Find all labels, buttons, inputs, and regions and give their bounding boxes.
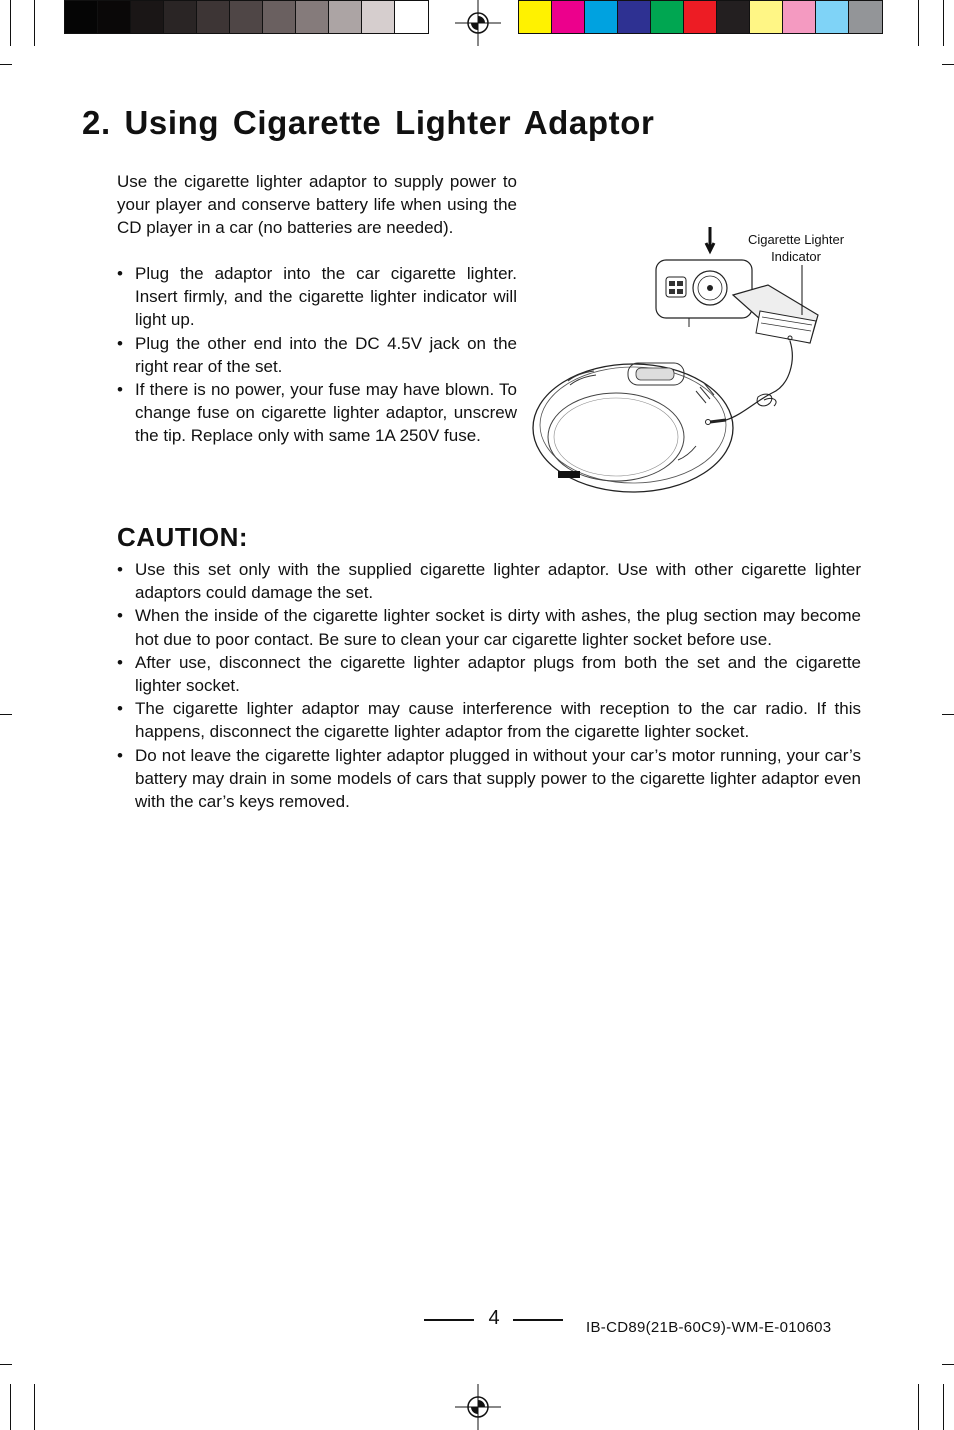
list-item: • When the inside of the cigarette lighter socket is dirty with ashes, the plug section may become hot due to poor contact. Be sure to clean your car cigarette lighter socket before use.: [117, 604, 861, 650]
crop-mark: [10, 1384, 11, 1430]
list-item: • The cigarette lighter adaptor may cause interference with reception to the car radio. If this happens, disconnect the cigarette lighter adaptor from the cigarette lighter socket.: [117, 697, 861, 743]
page-number: 4: [488, 1307, 500, 1329]
color-swatch: [197, 1, 230, 33]
color-swatch: [750, 1, 783, 33]
color-swatch: [131, 1, 164, 33]
adaptor-illustration: [528, 215, 858, 500]
caution-heading: CAUTION:: [117, 522, 249, 552]
color-swatch: [585, 1, 618, 33]
color-swatch: [717, 1, 750, 33]
color-swatch: [362, 1, 395, 33]
color-swatch: [816, 1, 849, 33]
list-item: • If there is no power, your fuse may have blown. To change fuse on cigarette lighter adaptor, unscrew the tip. Replace only with same 1A 250V fuse.: [117, 378, 517, 448]
color-calibration-bar: [518, 0, 883, 34]
color-swatch: [230, 1, 263, 33]
crop-mark: [918, 1384, 919, 1430]
footer-rule-right: [513, 1319, 563, 1321]
label-line: Cigarette Lighter: [747, 232, 845, 247]
crop-mark: [0, 64, 12, 65]
section-title: 2. Using Cigarette Lighter Adaptor: [82, 104, 655, 141]
crop-mark: [0, 1364, 12, 1365]
crop-mark: [942, 1364, 954, 1365]
footer-rule-left: [424, 1319, 474, 1321]
color-swatch: [651, 1, 684, 33]
grayscale-calibration-bar: [64, 0, 429, 34]
color-swatch: [164, 1, 197, 33]
color-swatch: [618, 1, 651, 33]
list-item: • Plug the adaptor into the car cigarette lighter. Insert firmly, and the cigarette lighter indicator will light up.: [117, 262, 517, 332]
intro-paragraph: Use the cigarette lighter adaptor to supply power to your player and conserve battery life when using the CD player in a car (no batteries are needed).: [117, 172, 517, 238]
crop-mark: [34, 0, 35, 46]
color-swatch: [65, 1, 98, 33]
color-swatch: [395, 1, 428, 33]
crop-mark: [918, 0, 919, 46]
crop-mark: [943, 1384, 944, 1430]
crop-mark: [34, 1384, 35, 1430]
color-swatch: [263, 1, 296, 33]
list-item: • Do not leave the cigarette lighter adaptor plugged in without your car’s motor running, your car’s battery may drain in some models of cars that supply power to the cigarette lighter adaptor even with the car’s keys removed.: [117, 744, 861, 814]
caution-list: [117, 558, 861, 813]
color-swatch: [329, 1, 362, 33]
label-line: Indicator: [771, 249, 821, 264]
document-code: IB-CD89(21B-60C9)-WM-E-010603: [586, 1319, 832, 1336]
color-swatch: [684, 1, 717, 33]
color-swatch: [849, 1, 882, 33]
list-item: • Plug the other end into the DC 4.5V jack on the right rear of the set.: [117, 332, 517, 378]
crop-mark: [942, 64, 954, 65]
cigarette-lighter-indicator-label: [736, 231, 856, 265]
crop-mark: [0, 714, 12, 715]
crop-mark: [943, 0, 944, 46]
instruction-list: [117, 262, 517, 448]
color-swatch: [783, 1, 816, 33]
crop-mark: [10, 0, 11, 46]
list-item: • After use, disconnect the cigarette lighter adaptor plugs from both the set and the cigarette lighter socket.: [117, 651, 861, 697]
registration-mark-icon: [453, 0, 503, 46]
list-item: • Use this set only with the supplied cigarette lighter adaptor. Use with other cigarette lighter adaptors could damage the set.: [117, 558, 861, 604]
color-swatch: [552, 1, 585, 33]
color-swatch: [519, 1, 552, 33]
color-swatch: [296, 1, 329, 33]
color-swatch: [98, 1, 131, 33]
crop-mark: [942, 714, 954, 715]
registration-mark-icon: [453, 1384, 503, 1430]
